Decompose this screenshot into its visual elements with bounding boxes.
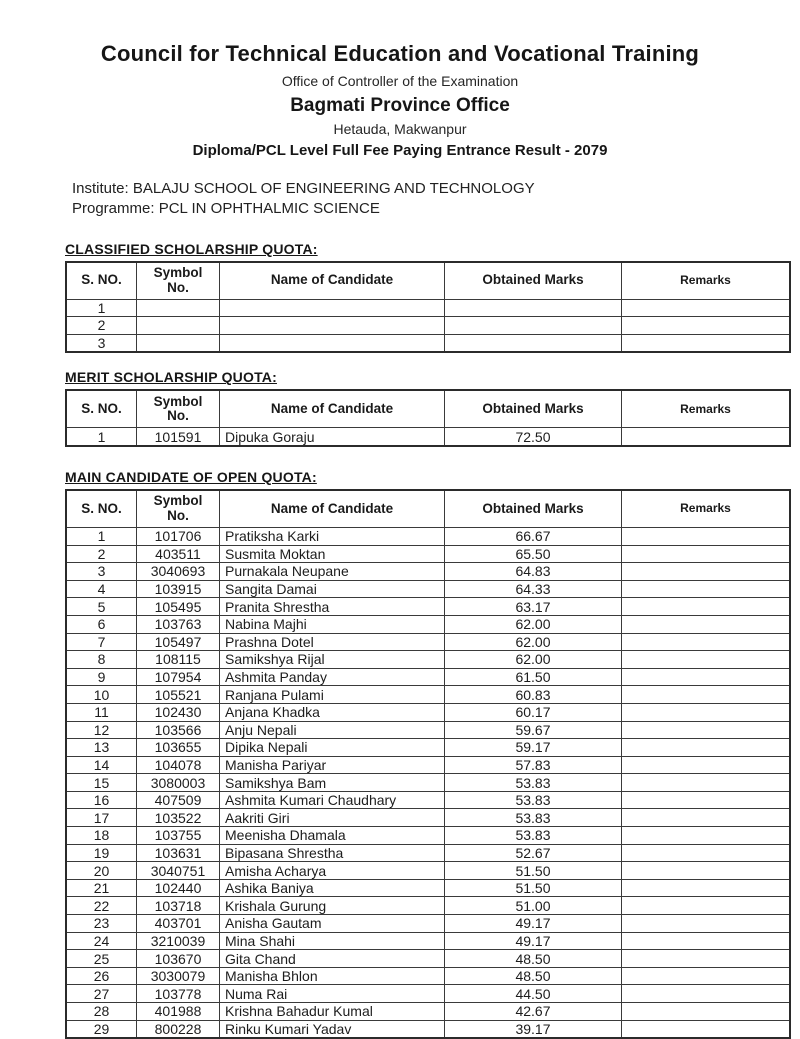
cell-remarks — [622, 299, 791, 317]
table-row — [66, 915, 790, 933]
office-location: Hetauda, Makwanpur — [333, 120, 467, 137]
cell-symbol: 102440 — [137, 879, 220, 897]
cell-sno: 7 — [66, 633, 137, 651]
table-row — [66, 827, 790, 845]
cell-name: Nabina Majhi — [220, 615, 445, 633]
cell-remarks — [622, 721, 791, 739]
cell-symbol: 103631 — [137, 844, 220, 862]
cell-sno: 28 — [66, 1003, 137, 1021]
cell-name: Manisha Pariyar — [220, 756, 445, 774]
table-row — [66, 950, 790, 968]
cell-remarks — [622, 915, 791, 933]
cell-remarks — [622, 985, 791, 1003]
cell-marks: 62.00 — [445, 651, 622, 669]
cell-remarks — [622, 527, 791, 545]
section-open-quota — [65, 469, 745, 1039]
cell-symbol: 800228 — [137, 1020, 220, 1038]
cell-name: Amisha Acharya — [220, 862, 445, 880]
cell-sno: 20 — [66, 862, 137, 880]
cell-name: Krishala Gurung — [220, 897, 445, 915]
cell-sno: 17 — [66, 809, 137, 827]
cell-sno: 13 — [66, 739, 137, 757]
council-title: Council for Technical Education and Vocational Training — [100, 41, 700, 66]
cell-symbol: 107954 — [137, 668, 220, 686]
cell-name: Ashmita Panday — [220, 668, 445, 686]
institute-line: Institute: BALAJU SCHOOL OF ENGINEERING AND TECHNOLOGY — [72, 180, 535, 197]
cell-sno: 26 — [66, 967, 137, 985]
cell-name: Ashmita Kumari Chaudhary — [220, 791, 445, 809]
cell-name: Meenisha Dhamala — [220, 827, 445, 845]
cell-symbol: 3080003 — [137, 774, 220, 792]
header-obtained-marks: Obtained Marks — [445, 490, 622, 528]
cell-sno: 24 — [66, 932, 137, 950]
result-title: Diploma/PCL Level Full Fee Paying Entrance Result - 2079 — [192, 142, 608, 160]
cell-symbol: 103778 — [137, 985, 220, 1003]
cell-sno: 25 — [66, 950, 137, 968]
table-row — [66, 967, 790, 985]
cell-sno: 22 — [66, 897, 137, 915]
cell-symbol: 105521 — [137, 686, 220, 704]
table-row — [66, 317, 790, 335]
cell-symbol: 403701 — [137, 915, 220, 933]
cell-sno: 11 — [66, 703, 137, 721]
table-row — [66, 299, 790, 317]
cell-remarks — [622, 897, 791, 915]
cell-marks: 49.17 — [445, 915, 622, 933]
header-sno: S. NO. — [66, 390, 137, 428]
cell-remarks — [622, 967, 791, 985]
cell-name: Krishna Bahadur Kumal — [220, 1003, 445, 1021]
cell-marks: 64.33 — [445, 580, 622, 598]
cell-sno: 29 — [66, 1020, 137, 1038]
header-remarks: Remarks — [622, 262, 791, 300]
cell-marks: 53.83 — [445, 827, 622, 845]
table-row — [66, 739, 790, 757]
cell-name: Sangita Damai — [220, 580, 445, 598]
cell-remarks — [622, 739, 791, 757]
cell-name — [220, 299, 445, 317]
cell-name: Mina Shahi — [220, 932, 445, 950]
table-row — [66, 580, 790, 598]
cell-name: Dipuka Goraju — [220, 428, 445, 446]
cell-marks: 60.83 — [445, 686, 622, 704]
table-row — [66, 615, 790, 633]
cell-marks: 53.83 — [445, 791, 622, 809]
cell-remarks — [622, 1003, 791, 1021]
cell-marks: 52.67 — [445, 844, 622, 862]
table-row — [66, 985, 790, 1003]
cell-remarks — [622, 317, 791, 335]
cell-marks: 57.83 — [445, 756, 622, 774]
cell-symbol: 3040693 — [137, 563, 220, 581]
table-row — [66, 809, 790, 827]
table-row — [66, 633, 790, 651]
cell-remarks — [622, 651, 791, 669]
merit-quota-table — [65, 389, 791, 447]
table-row — [66, 1020, 790, 1038]
table-row — [66, 1003, 790, 1021]
cell-symbol: 103915 — [137, 580, 220, 598]
cell-symbol: 103522 — [137, 809, 220, 827]
cell-marks: 64.83 — [445, 563, 622, 581]
cell-marks: 49.17 — [445, 932, 622, 950]
cell-marks: 63.17 — [445, 598, 622, 616]
cell-marks: 51.50 — [445, 879, 622, 897]
table-row — [66, 527, 790, 545]
header-remarks: Remarks — [622, 490, 791, 528]
cell-marks: 62.00 — [445, 633, 622, 651]
cell-remarks — [622, 932, 791, 950]
table-header-row — [66, 490, 790, 528]
cell-remarks — [622, 844, 791, 862]
cell-remarks — [622, 703, 791, 721]
cell-marks: 66.67 — [445, 527, 622, 545]
cell-name: Prashna Dotel — [220, 633, 445, 651]
province-office-title: Bagmati Province Office — [290, 95, 510, 116]
cell-sno: 4 — [66, 580, 137, 598]
cell-remarks — [622, 668, 791, 686]
cell-marks: 72.50 — [445, 428, 622, 446]
header-obtained-marks: Obtained Marks — [445, 390, 622, 428]
institute-meta — [72, 179, 800, 219]
cell-remarks — [622, 774, 791, 792]
header-candidate-name: Name of Candidate — [220, 490, 445, 528]
cell-name: Gita Chand — [220, 950, 445, 968]
cell-sno: 12 — [66, 721, 137, 739]
cell-marks: 48.50 — [445, 967, 622, 985]
classified-quota-table — [65, 261, 791, 354]
cell-symbol: 3210039 — [137, 932, 220, 950]
cell-marks: 60.17 — [445, 703, 622, 721]
cell-marks: 48.50 — [445, 950, 622, 968]
cell-symbol — [137, 299, 220, 317]
cell-symbol: 105497 — [137, 633, 220, 651]
table-row — [66, 334, 790, 352]
cell-marks: 59.17 — [445, 739, 622, 757]
header-symbol-no: Symbol No. — [137, 262, 220, 300]
table-row — [66, 791, 790, 809]
cell-remarks — [622, 950, 791, 968]
cell-symbol: 103763 — [137, 615, 220, 633]
cell-marks: 59.67 — [445, 721, 622, 739]
cell-marks: 65.50 — [445, 545, 622, 563]
cell-symbol — [137, 317, 220, 335]
table-row — [66, 897, 790, 915]
cell-name: Pranita Shrestha — [220, 598, 445, 616]
programme-line: Programme: PCL IN OPHTHALMIC SCIENCE — [72, 199, 380, 217]
cell-marks: 61.50 — [445, 668, 622, 686]
cell-sno: 27 — [66, 985, 137, 1003]
merit-quota-title: MERIT SCHOLARSHIP QUOTA: — [65, 369, 277, 386]
cell-name: Dipika Nepali — [220, 739, 445, 757]
cell-name: Purnakala Neupane — [220, 563, 445, 581]
cell-name: Manisha Bhlon — [220, 967, 445, 985]
table-row — [66, 844, 790, 862]
cell-name: Pratiksha Karki — [220, 527, 445, 545]
cell-symbol: 105495 — [137, 598, 220, 616]
header-sno: S. NO. — [66, 490, 137, 528]
cell-name — [220, 317, 445, 335]
cell-marks: 62.00 — [445, 615, 622, 633]
cell-remarks — [622, 879, 791, 897]
cell-name: Bipasana Shrestha — [220, 844, 445, 862]
cell-sno: 1 — [66, 527, 137, 545]
cell-symbol: 103718 — [137, 897, 220, 915]
cell-sno: 3 — [66, 563, 137, 581]
cell-marks — [445, 334, 622, 352]
controller-office-line: Office of Controller of the Examination — [281, 72, 519, 89]
cell-sno: 23 — [66, 915, 137, 933]
cell-remarks — [622, 1020, 791, 1038]
cell-remarks — [622, 756, 791, 774]
cell-sno: 1 — [66, 299, 137, 317]
header-symbol-no: Symbol No. — [137, 490, 220, 528]
header-remarks: Remarks — [622, 390, 791, 428]
cell-sno: 1 — [66, 428, 137, 446]
cell-sno: 19 — [66, 844, 137, 862]
cell-remarks — [622, 791, 791, 809]
cell-sno: 2 — [66, 317, 137, 335]
cell-name: Aakriti Giri — [220, 809, 445, 827]
table-row — [66, 428, 790, 446]
cell-marks: 53.83 — [445, 774, 622, 792]
table-row — [66, 703, 790, 721]
cell-marks — [445, 317, 622, 335]
cell-name: Rinku Kumari Yadav — [220, 1020, 445, 1038]
table-row — [66, 774, 790, 792]
cell-remarks — [622, 686, 791, 704]
cell-name: Samikshya Rijal — [220, 651, 445, 669]
header-obtained-marks: Obtained Marks — [445, 262, 622, 300]
cell-sno: 21 — [66, 879, 137, 897]
cell-marks: 42.67 — [445, 1003, 622, 1021]
table-row — [66, 756, 790, 774]
header-candidate-name: Name of Candidate — [220, 390, 445, 428]
section-merit-quota — [65, 369, 745, 447]
cell-name: Ashika Baniya — [220, 879, 445, 897]
open-quota-table — [65, 489, 791, 1039]
cell-symbol: 3030079 — [137, 967, 220, 985]
cell-marks — [445, 299, 622, 317]
header-sno: S. NO. — [66, 262, 137, 300]
open-quota-title: MAIN CANDIDATE OF OPEN QUOTA: — [65, 468, 317, 485]
cell-symbol: 104078 — [137, 756, 220, 774]
classified-quota-title: CLASSIFIED SCHOLARSHIP QUOTA: — [65, 240, 318, 257]
cell-sno: 16 — [66, 791, 137, 809]
table-row — [66, 879, 790, 897]
cell-name: Susmita Moktan — [220, 545, 445, 563]
cell-name: Anisha Gautam — [220, 915, 445, 933]
cell-symbol: 407509 — [137, 791, 220, 809]
cell-symbol: 401988 — [137, 1003, 220, 1021]
cell-remarks — [622, 428, 791, 446]
table-row — [66, 651, 790, 669]
cell-symbol: 103566 — [137, 721, 220, 739]
cell-sno: 6 — [66, 615, 137, 633]
cell-remarks — [622, 827, 791, 845]
cell-symbol: 103755 — [137, 827, 220, 845]
cell-name — [220, 334, 445, 352]
table-row — [66, 598, 790, 616]
cell-sno: 15 — [66, 774, 137, 792]
cell-marks: 53.83 — [445, 809, 622, 827]
cell-marks: 39.17 — [445, 1020, 622, 1038]
cell-sno: 2 — [66, 545, 137, 563]
cell-symbol: 102430 — [137, 703, 220, 721]
cell-sno: 3 — [66, 334, 137, 352]
cell-symbol: 103670 — [137, 950, 220, 968]
table-header-row — [66, 390, 790, 428]
cell-sno: 14 — [66, 756, 137, 774]
table-header-row — [66, 262, 790, 300]
cell-marks: 44.50 — [445, 985, 622, 1003]
cell-symbol: 3040751 — [137, 862, 220, 880]
cell-sno: 8 — [66, 651, 137, 669]
table-row — [66, 563, 790, 581]
cell-name: Anjana Khadka — [220, 703, 445, 721]
cell-sno: 10 — [66, 686, 137, 704]
cell-symbol — [137, 334, 220, 352]
cell-name: Ranjana Pulami — [220, 686, 445, 704]
cell-remarks — [622, 598, 791, 616]
cell-symbol: 108115 — [137, 651, 220, 669]
cell-sno: 9 — [66, 668, 137, 686]
cell-remarks — [622, 334, 791, 352]
header-candidate-name: Name of Candidate — [220, 262, 445, 300]
section-classified-quota — [65, 241, 745, 354]
cell-remarks — [622, 633, 791, 651]
cell-symbol: 403511 — [137, 545, 220, 563]
cell-remarks — [622, 615, 791, 633]
cell-remarks — [622, 545, 791, 563]
table-row — [66, 932, 790, 950]
cell-remarks — [622, 809, 791, 827]
table-row — [66, 668, 790, 686]
header-symbol-no: Symbol No. — [137, 390, 220, 428]
cell-remarks — [622, 862, 791, 880]
cell-remarks — [622, 580, 791, 598]
cell-symbol: 101706 — [137, 527, 220, 545]
cell-name: Anju Nepali — [220, 721, 445, 739]
document-header — [0, 40, 800, 161]
cell-name: Numa Rai — [220, 985, 445, 1003]
cell-symbol: 101591 — [137, 428, 220, 446]
cell-sno: 5 — [66, 598, 137, 616]
table-row — [66, 686, 790, 704]
cell-marks: 51.00 — [445, 897, 622, 915]
cell-name: Samikshya Bam — [220, 774, 445, 792]
cell-marks: 51.50 — [445, 862, 622, 880]
table-row — [66, 862, 790, 880]
table-row — [66, 545, 790, 563]
cell-symbol: 103655 — [137, 739, 220, 757]
cell-sno: 18 — [66, 827, 137, 845]
cell-remarks — [622, 563, 791, 581]
table-row — [66, 721, 790, 739]
